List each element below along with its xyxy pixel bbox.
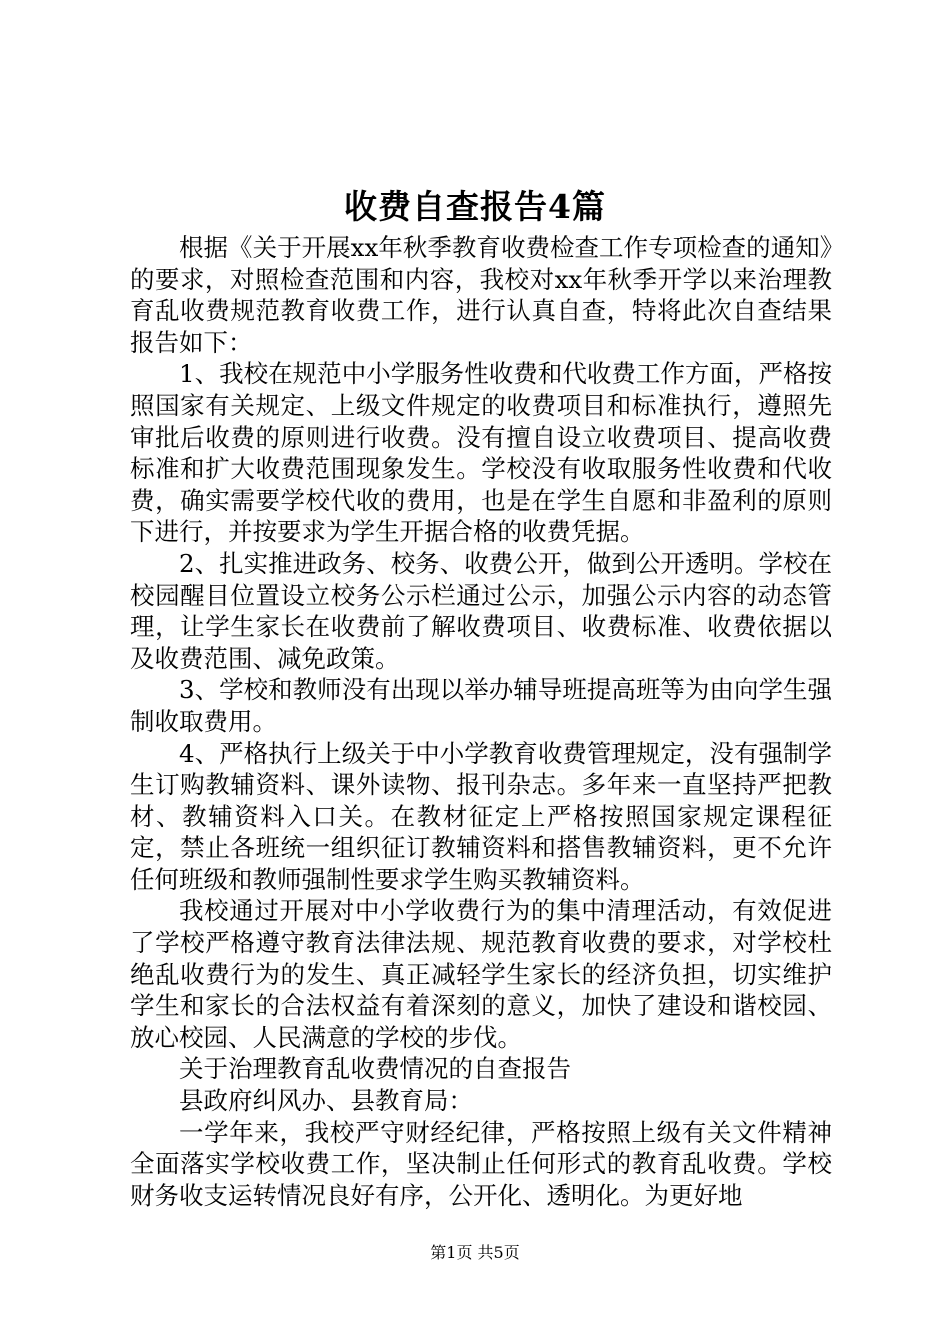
item-1-paragraph: 1、我校在规范中小学服务性收费和代收费工作方面，严格按照国家有关规定、上级文件规定的收费项目和标准执行，遵照先审批后收费的原则进行收费。没有擅自设立收费项目、提高收费标准和扩大收费范围现象发生。学校没有收取服务性收费和代收费，确实需要学校代收的费用，也是在学生自愿和非盈利的原则下进行，并按要求为学生开据合格的收费凭据。 — [130, 359, 832, 547]
document-title: 收费自查报告4篇 — [344, 187, 606, 226]
second-report-heading: 关于治理教育乱收费情况的自查报告 — [179, 1054, 571, 1084]
item-3-paragraph: 3、学校和教师没有出现以举办辅导班提高班等为由向学生强制收取费用。 — [130, 675, 832, 736]
intro-paragraph: 根据《关于开展xx年秋季教育收费检查工作专项检查的通知》的要求，对照检查范围和内容，我校对xx年秋季开学以来治理教育乱收费规范教育收费工作，进行认真自查，特将此次自查结果报告如下： — [130, 233, 832, 357]
document-body — [130, 232, 832, 1211]
item-4-paragraph: 4、严格执行上级关于中小学教育收费管理规定，没有强制学生订购教辅资料、课外读物、报刊杂志。多年来一直坚持严把教材、教辅资料入口关。在教材征定上严格按照国家规定课程征定，禁止各班统一组织征订教辅资料和搭售教辅资料，更不允许任何班级和教师强制性要求学生购买教辅资料。 — [130, 738, 832, 894]
page-number-footer: 第1页 共5页 — [430, 1243, 520, 1262]
item-2-paragraph: 2、扎实推进政务、校务、收费公开，做到公开透明。学校在校园醒目位置设立校务公示栏通过公示，加强公示内容的动态管理，让学生家长在收费前了解收费项目、收费标准、收费依据以及收费范围、减免政策。 — [130, 548, 832, 673]
second-report-paragraph: 一学年来，我校严守财经纪律，严格按照上级有关文件精神全面落实学校收费工作，坚决制止任何形式的教育乱收费。学校财务收支运转情况良好有序，公开化、透明化。为更好地 — [130, 1117, 832, 1210]
addressee-line: 县政府纠风办、县教育局： — [179, 1086, 473, 1116]
conclusion-paragraph: 我校通过开展对中小学收费行为的集中清理活动，有效促进了学校严格遵守教育法律法规、规范教育收费的要求，对学校杜绝乱收费行为的发生、真正减轻学生家长的经济负担，切实维护学生和家长的合法权益有着深刻的意义，加快了建设和谐校园、放心校园、人民满意的学校的步伐。 — [130, 896, 832, 1052]
